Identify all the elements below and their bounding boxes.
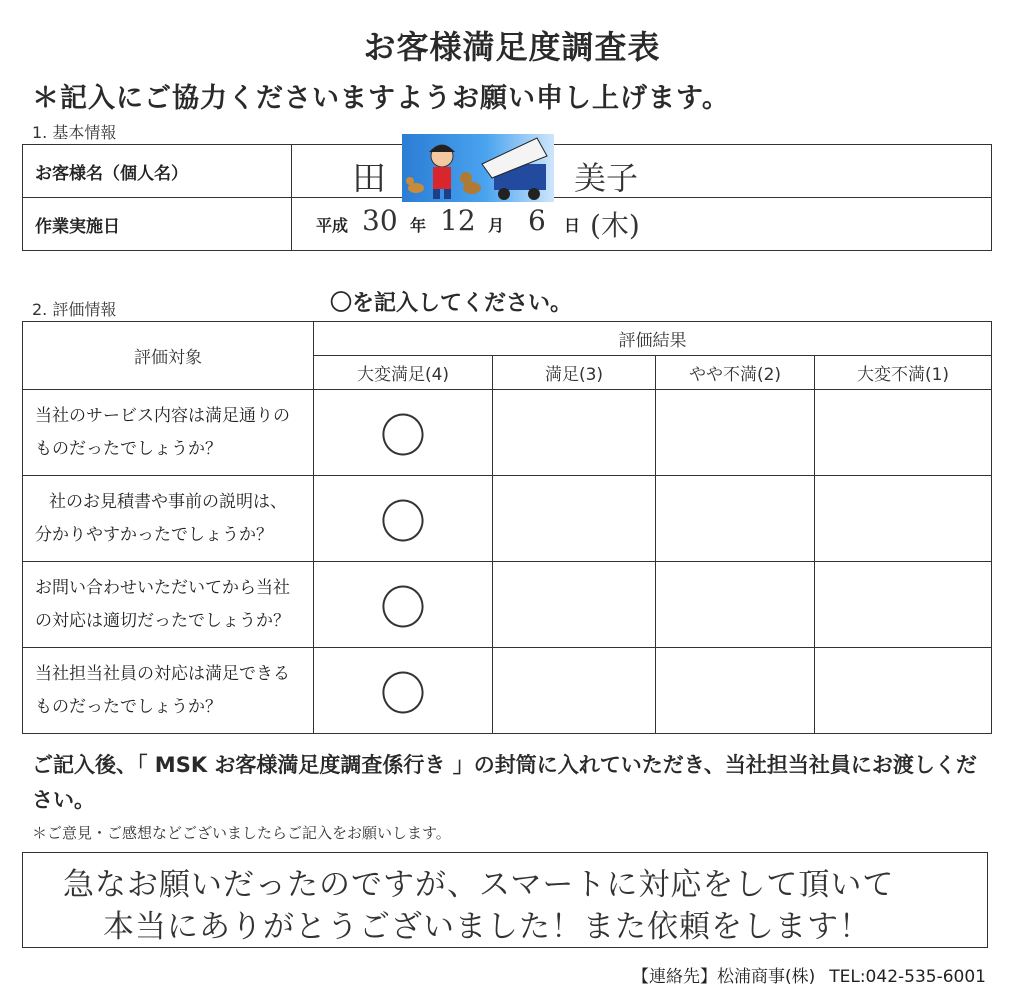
answer-cell-2[interactable] <box>656 476 815 562</box>
question-line2: の対応は適切だったでしょうか？ <box>35 610 290 631</box>
month-value: 12 <box>440 204 476 237</box>
comment-line1: 急なお願いだったのですが、スマートに対応をして頂いて <box>63 867 895 903</box>
answer-cell-3[interactable] <box>493 390 656 476</box>
contact-info <box>632 962 986 987</box>
answer-cell-1[interactable] <box>815 476 992 562</box>
section2-label: 2. 評価情報 <box>32 300 117 319</box>
question-row <box>23 562 992 648</box>
basic-info-table <box>22 144 992 251</box>
customer-name-field[interactable] <box>292 145 992 198</box>
customer-name-label: お客様名（個人名） <box>23 145 292 198</box>
day-value: 6 <box>528 204 546 237</box>
request-text: ＊記入にご協力くださいますようお願い申し上げます。 <box>32 83 730 114</box>
evaluation-table <box>22 321 992 734</box>
question-row <box>23 390 992 476</box>
contact-label: 【連絡先】松浦商事(株) <box>631 967 816 987</box>
customer-name-first: 田 <box>352 159 386 199</box>
page-title: お客様満足度調査表 <box>363 28 661 66</box>
question-line1: 社のお見積書や事前の説明は、 <box>49 492 287 513</box>
comment-line2: 本当にありがとうございました！また依頼をします！ <box>103 909 871 945</box>
date-label: 作業実施日 <box>23 198 292 251</box>
date-field[interactable] <box>292 198 992 251</box>
answer-cell-2[interactable] <box>656 562 815 648</box>
question-line2: ものだったでしょうか？ <box>35 438 222 459</box>
question-line2: 分かりやすかったでしょうか？ <box>35 524 273 545</box>
question-text <box>23 390 314 476</box>
comment-field[interactable] <box>22 852 988 948</box>
section2-instruction: 〇を記入してください。 <box>330 291 573 316</box>
answer-cell-1[interactable] <box>815 648 992 734</box>
answer-cell-3[interactable] <box>493 476 656 562</box>
rating-very-satisfied: 大変満足(4) <box>314 356 493 390</box>
answer-cell-4[interactable]: 〇 <box>314 390 493 476</box>
question-text <box>23 648 314 734</box>
comment-note: ＊ご意見・ご感想などございましたらご記入をお願いします。 <box>32 824 451 842</box>
contact-tel: TEL:042-535-6001 <box>829 967 986 987</box>
question-text <box>23 476 314 562</box>
year-unit: 年 <box>410 216 427 235</box>
subject-header: 評価対象 <box>23 322 314 390</box>
answer-cell-4[interactable]: 〇 <box>314 562 493 648</box>
answer-cell-2[interactable] <box>656 648 815 734</box>
question-row <box>23 476 992 562</box>
answer-cell-1[interactable] <box>815 562 992 648</box>
submission-instructions: ご記入後、「 MSK お客様満足度調査係行き 」の封筒に入れていただき、当社担当社員にお渡しください。 <box>32 753 977 812</box>
section1-label: 1. 基本情報 <box>32 123 117 142</box>
answer-cell-2[interactable] <box>656 390 815 476</box>
question-line2: ものだったでしょうか？ <box>35 696 222 717</box>
answer-cell-3[interactable] <box>493 648 656 734</box>
result-header: 評価結果 <box>314 322 992 356</box>
weekday-value: (木) <box>590 209 640 242</box>
question-line1: 当社担当社員の対応は満足できる <box>35 664 290 685</box>
question-row <box>23 648 992 734</box>
question-text <box>23 562 314 648</box>
era-label: 平成 <box>316 216 349 235</box>
customer-name-last: 美子 <box>574 159 639 197</box>
rating-very-dissatisfied: 大変不満(1) <box>815 356 992 390</box>
question-line1: お問い合わせいただいてから当社 <box>35 578 290 599</box>
answer-cell-1[interactable] <box>815 390 992 476</box>
privacy-sticker-image <box>402 134 554 202</box>
answer-cell-4[interactable]: 〇 <box>314 476 493 562</box>
answer-cell-3[interactable] <box>493 562 656 648</box>
answer-cell-4[interactable]: 〇 <box>314 648 493 734</box>
year-value: 30 <box>362 204 398 237</box>
rating-slightly-dissatisfied: やや不満(2) <box>656 356 815 390</box>
day-unit: 日 <box>564 216 581 235</box>
question-line1: 当社のサービス内容は満足通りの <box>35 406 290 427</box>
rating-satisfied: 満足(3) <box>493 356 656 390</box>
month-unit: 月 <box>488 216 505 235</box>
